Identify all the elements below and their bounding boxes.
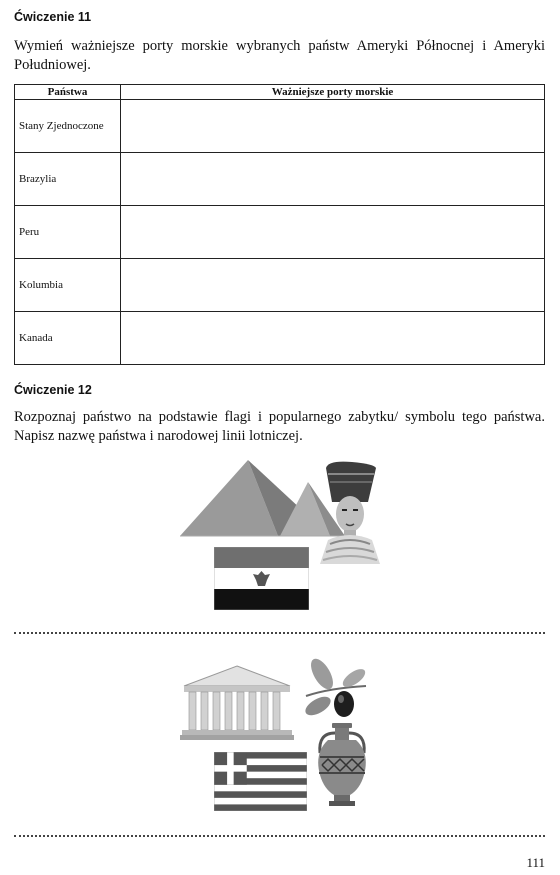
table-row (15, 153, 545, 206)
ports-table (14, 84, 545, 365)
ports-answer-cell[interactable] (121, 206, 545, 259)
table-row (15, 259, 545, 312)
country-cell: Stany Zjednoczone (15, 100, 121, 153)
greek-amphora-icon (314, 723, 370, 807)
country-cell: Kanada (15, 312, 121, 365)
country-cell: Kolumbia (15, 259, 121, 312)
column-header-countries: Państwa (15, 85, 121, 100)
ports-answer-cell[interactable] (121, 153, 545, 206)
country-cell: Peru (15, 206, 121, 259)
parthenon-icon (180, 664, 294, 742)
column-header-ports: Ważniejsze porty morskie (121, 85, 545, 100)
answer-line-1[interactable] (14, 632, 545, 634)
answer-line-2[interactable] (14, 835, 545, 837)
table-row (15, 206, 545, 259)
page-number: 111 (526, 855, 545, 870)
table-row (15, 100, 545, 153)
greece-flag-icon (214, 752, 307, 811)
exercise-12-title: Ćwiczenie 12 (14, 383, 92, 397)
egypt-flag-icon (214, 547, 309, 610)
nefertiti-bust-icon (318, 460, 382, 568)
exercise-11-instruction: Wymień ważniejsze porty morskie wybranych państw Ameryki Północnej i Ameryki Południowej. (14, 38, 545, 73)
exercise-11-title: Ćwiczenie 11 (14, 10, 92, 24)
country-cell: Brazylia (15, 153, 121, 206)
ports-answer-cell[interactable] (121, 312, 545, 365)
exercise-12-instruction: Rozpoznaj państwo na podstawie flagi i popularnego zabytku/ symbolu tego państwa. Napisz nazwę państwa i narodowej linii lotniczej. (14, 409, 545, 444)
ports-answer-cell[interactable] (121, 100, 545, 153)
olive-branch-icon (300, 656, 370, 720)
ports-answer-cell[interactable] (121, 259, 545, 312)
table-header-row (15, 85, 545, 100)
table-row (15, 312, 545, 365)
